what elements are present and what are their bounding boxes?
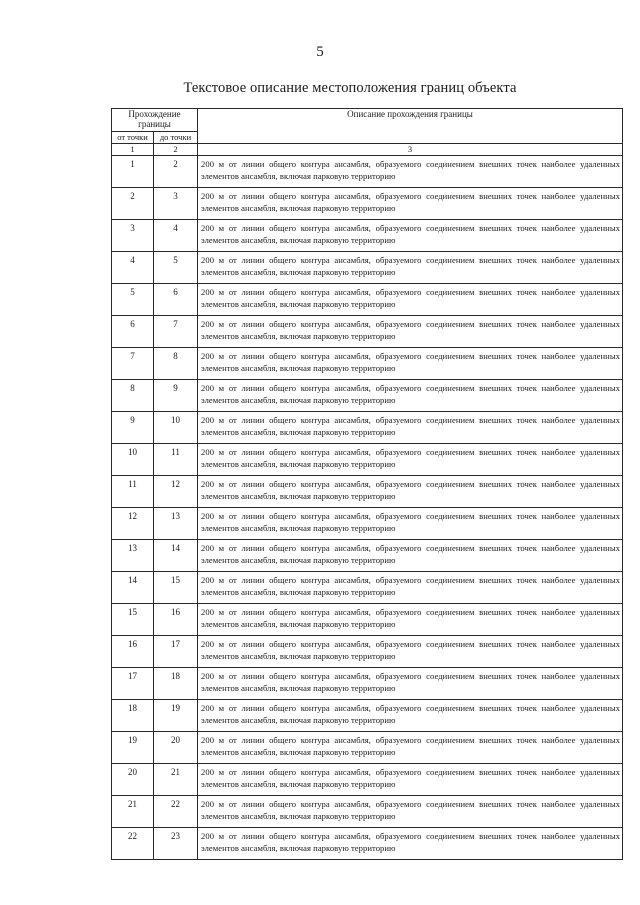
from-point-cell: 10 xyxy=(112,444,154,476)
from-point-cell: 6 xyxy=(112,316,154,348)
description-cell: 200 м от линии общего контура ансамбля, образуемого соединением внешних точек наиболее удаленных элементов ансамбля, включая парковую территорию xyxy=(198,476,623,508)
from-point-cell: 20 xyxy=(112,764,154,796)
description-cell: 200 м от линии общего контура ансамбля, образуемого соединением внешних точек наиболее удаленных элементов ансамбля, включая парковую территорию xyxy=(198,732,623,764)
to-point-cell: 16 xyxy=(154,604,198,636)
description-cell: 200 м от линии общего контура ансамбля, образуемого соединением внешних точек наиболее удаленных элементов ансамбля, включая парковую территорию xyxy=(198,444,623,476)
column-number-2: 2 xyxy=(154,144,198,156)
header-description: Описание прохождения границы xyxy=(198,109,623,144)
description-cell: 200 м от линии общего контура ансамбля, образуемого соединением внешних точек наиболее удаленных элементов ансамбля, включая парковую территорию xyxy=(198,188,623,220)
description-cell: 200 м от линии общего контура ансамбля, образуемого соединением внешних точек наиболее удаленных элементов ансамбля, включая парковую территорию xyxy=(198,252,623,284)
table-row xyxy=(112,828,623,860)
to-point-cell: 12 xyxy=(154,476,198,508)
to-point-cell: 8 xyxy=(154,348,198,380)
from-point-cell: 4 xyxy=(112,252,154,284)
table-row xyxy=(112,284,623,316)
from-point-cell: 19 xyxy=(112,732,154,764)
from-point-cell: 9 xyxy=(112,412,154,444)
to-point-cell: 4 xyxy=(154,220,198,252)
description-cell: 200 м от линии общего контура ансамбля, образуемого соединением внешних точек наиболее удаленных элементов ансамбля, включая парковую территорию xyxy=(198,700,623,732)
column-number-3: 3 xyxy=(198,144,623,156)
description-cell: 200 м от линии общего контура ансамбля, образуемого соединением внешних точек наиболее удаленных элементов ансамбля, включая парковую территорию xyxy=(198,636,623,668)
header-boundary-passage: Прохождение границы xyxy=(112,109,198,132)
description-cell: 200 м от линии общего контура ансамбля, образуемого соединением внешних точек наиболее удаленных элементов ансамбля, включая парковую территорию xyxy=(198,764,623,796)
table-row xyxy=(112,604,623,636)
description-cell: 200 м от линии общего контура ансамбля, образуемого соединением внешних точек наиболее удаленных элементов ансамбля, включая парковую территорию xyxy=(198,668,623,700)
to-point-cell: 19 xyxy=(154,700,198,732)
table-row xyxy=(112,476,623,508)
description-cell: 200 м от линии общего контура ансамбля, образуемого соединением внешних точек наиболее удаленных элементов ансамбля, включая парковую территорию xyxy=(198,604,623,636)
to-point-cell: 6 xyxy=(154,284,198,316)
table-row xyxy=(112,348,623,380)
from-point-cell: 12 xyxy=(112,508,154,540)
table-row xyxy=(112,764,623,796)
column-number-1: 1 xyxy=(112,144,154,156)
to-point-cell: 9 xyxy=(154,380,198,412)
to-point-cell: 23 xyxy=(154,828,198,860)
to-point-cell: 10 xyxy=(154,412,198,444)
to-point-cell: 22 xyxy=(154,796,198,828)
from-point-cell: 16 xyxy=(112,636,154,668)
to-point-cell: 14 xyxy=(154,540,198,572)
description-cell: 200 м от линии общего контура ансамбля, образуемого соединением внешних точек наиболее удаленных элементов ансамбля, включая парковую территорию xyxy=(198,540,623,572)
from-point-cell: 3 xyxy=(112,220,154,252)
description-cell: 200 м от линии общего контура ансамбля, образуемого соединением внешних точек наиболее удаленных элементов ансамбля, включая парковую территорию xyxy=(198,284,623,316)
from-point-cell: 8 xyxy=(112,380,154,412)
table-row xyxy=(112,508,623,540)
from-point-cell: 1 xyxy=(112,156,154,188)
to-point-cell: 18 xyxy=(154,668,198,700)
document-title: Текстовое описание местоположения границ объекта xyxy=(183,80,517,96)
page-number: 5 xyxy=(316,44,324,60)
from-point-cell: 17 xyxy=(112,668,154,700)
from-point-cell: 14 xyxy=(112,572,154,604)
header-from-point: от точки xyxy=(112,132,154,144)
from-point-cell: 5 xyxy=(112,284,154,316)
description-cell: 200 м от линии общего контура ансамбля, образуемого соединением внешних точек наиболее удаленных элементов ансамбля, включая парковую территорию xyxy=(198,380,623,412)
from-point-cell: 11 xyxy=(112,476,154,508)
table-row xyxy=(112,380,623,412)
table-row xyxy=(112,316,623,348)
table-row xyxy=(112,188,623,220)
table-row xyxy=(112,220,623,252)
table-row xyxy=(112,252,623,284)
description-cell: 200 м от линии общего контура ансамбля, образуемого соединением внешних точек наиболее удаленных элементов ансамбля, включая парковую территорию xyxy=(198,572,623,604)
header-to-point: до точки xyxy=(154,132,198,144)
description-cell: 200 м от линии общего контура ансамбля, образуемого соединением внешних точек наиболее удаленных элементов ансамбля, включая парковую территорию xyxy=(198,348,623,380)
table-row xyxy=(112,796,623,828)
from-point-cell: 18 xyxy=(112,700,154,732)
to-point-cell: 20 xyxy=(154,732,198,764)
table-row xyxy=(112,668,623,700)
from-point-cell: 13 xyxy=(112,540,154,572)
table-row xyxy=(112,700,623,732)
to-point-cell: 3 xyxy=(154,188,198,220)
description-cell: 200 м от линии общего контура ансамбля, образуемого соединением внешних точек наиболее удаленных элементов ансамбля, включая парковую территорию xyxy=(198,220,623,252)
to-point-cell: 15 xyxy=(154,572,198,604)
to-point-cell: 21 xyxy=(154,764,198,796)
from-point-cell: 15 xyxy=(112,604,154,636)
boundary-description-table xyxy=(111,108,623,860)
to-point-cell: 11 xyxy=(154,444,198,476)
table-body xyxy=(112,156,623,860)
table-row xyxy=(112,572,623,604)
table-row xyxy=(112,732,623,764)
table-row xyxy=(112,540,623,572)
table-row xyxy=(112,444,623,476)
table-row xyxy=(112,412,623,444)
to-point-cell: 17 xyxy=(154,636,198,668)
description-cell: 200 м от линии общего контура ансамбля, образуемого соединением внешних точек наиболее удаленных элементов ансамбля, включая парковую территорию xyxy=(198,316,623,348)
table-row xyxy=(112,636,623,668)
to-point-cell: 7 xyxy=(154,316,198,348)
to-point-cell: 2 xyxy=(154,156,198,188)
from-point-cell: 7 xyxy=(112,348,154,380)
table-row xyxy=(112,156,623,188)
from-point-cell: 2 xyxy=(112,188,154,220)
from-point-cell: 22 xyxy=(112,828,154,860)
description-cell: 200 м от линии общего контура ансамбля, образуемого соединением внешних точек наиболее удаленных элементов ансамбля, включая парковую территорию xyxy=(198,796,623,828)
description-cell: 200 м от линии общего контура ансамбля, образуемого соединением внешних точек наиболее удаленных элементов ансамбля, включая парковую территорию xyxy=(198,828,623,860)
to-point-cell: 13 xyxy=(154,508,198,540)
description-cell: 200 м от линии общего контура ансамбля, образуемого соединением внешних точек наиболее удаленных элементов ансамбля, включая парковую территорию xyxy=(198,412,623,444)
description-cell: 200 м от линии общего контура ансамбля, образуемого соединением внешних точек наиболее удаленных элементов ансамбля, включая парковую территорию xyxy=(198,156,623,188)
to-point-cell: 5 xyxy=(154,252,198,284)
description-cell: 200 м от линии общего контура ансамбля, образуемого соединением внешних точек наиболее удаленных элементов ансамбля, включая парковую территорию xyxy=(198,508,623,540)
from-point-cell: 21 xyxy=(112,796,154,828)
